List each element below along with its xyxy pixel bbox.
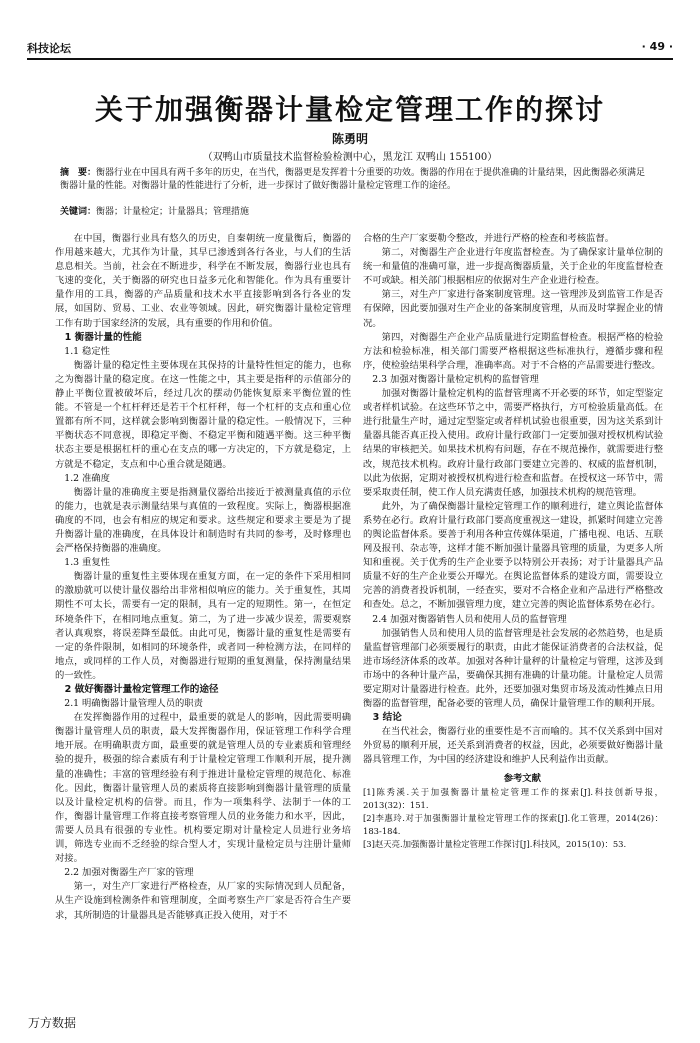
author-name: 陈勇明 xyxy=(331,132,368,146)
keywords xyxy=(60,204,648,217)
page-number: · 49 · xyxy=(641,40,673,53)
header-rule xyxy=(27,58,673,60)
body-paragraph: 第一，对生产厂家进行严格检查，从厂家的实际情况到人员配备，从生产设施到检测条件和管理制度，全面考察生产厂家是否符合生产要求，其所制造的计量器具是否能够真正投入使用，对于不 xyxy=(55,881,351,921)
abstract xyxy=(60,167,648,193)
subsection-heading: 2.4 加强对衡器销售人员和使用人员的监督管理 xyxy=(372,613,567,625)
body-paragraph: 衡器计量的重复性主要体现在重复方面，在一定的条件下采用相同的激励就可以使计量仪器给出非常相似响应的能力。关于重复性，其周期性不可太长，需要有一定的限制，具有一定的短期性。第一，在恒定环境条件下，在相同地点重复。第二，为了进一步减少误差，需要观察者认真观察，将误差降至最低。由此可见，衡器计量的重复性是需要有一定的条件限制，如相同的环境条件，或者同一种检测方法，在同样的地点，或同样的工作人员，对衡器进行短期的重复测量，保持测量结果的一致性。 xyxy=(55,571,351,681)
section-heading: 2 做好衡器计量检定管理工作的途径 xyxy=(64,684,219,695)
abstract-text: 衡器行业在中国具有两千多年的历史，在当代，衡器更是发挥着十分重要的功效。衡器的作用在于提供准确的计量结果，因此衡器必须满足衡器计量的性能。对衡器计量的性能进行了分析，进一步探讨了做好衡器计量检定管理工作的途径。 xyxy=(60,168,646,191)
body-paragraph: 第三，对生产厂家进行备案制度管理。这一管理涉及到监管工作是否有保障，因此要加强对生产企业的备案制度管理，从而及时掌握企业的情况。 xyxy=(363,289,663,329)
references-heading: 参考文献 xyxy=(503,772,541,784)
article-title: 关于加强衡器计量检定管理工作的探讨 xyxy=(94,93,605,126)
body-paragraph: 在中国，衡器行业具有悠久的历史，自秦朝统一度量衡后，衡器的作用越来越大，尤其作为计量，其早已渗透到各行各业，与人们的生活息息相关。当前，社会在不断进步，科学在不断发展，衡器行业也具有飞速的变化，关于衡器的研究也日益多元化和智能化。作为具有重要计量作用的工具，衡器的产品质量和技术水平直接影响到各行各业的发展，如国防、贸易、工业、农业等领域。因此，研究衡器计量检定管理工作有助于国家经济的发展，具有重要的作用和价值。 xyxy=(55,233,351,329)
journal-name: 科技论坛 xyxy=(27,42,71,55)
body-paragraph: 在发挥衡器作用的过程中，最重要的就是人的影响，因此需要明确衡器计量管理人员的职责，最大发挥衡器作用，保证管理工作科学合理地开展。在明确职责方面，最重要的就是管理人员的专业素质和管理经验的提升，极强的综合素质有利于计量检定管理工作顺利开展，提升测量的准确性；丰富的管理经验有利于推进计量检定管理的规范化、标准化。因此，衡器计量管理人员的素质将直接影响到衡器计量管理的质量以及计量检定机构的信誉。而且，作为一项集科学、法制于一体的工作，衡器计量管理工作将直接考察管理人员的业务能力和水平，因此，需要人员具有很强的专业性。机构要定期对计量检定人员进行业务培训，筛选专业而不乏经验的综合型人才，实现计量检定员与注册计量师对接。 xyxy=(55,712,351,865)
reference-item: [2]李惠玲.对于加强衡器计量检定管理工作的探索[J].化工管理，2014(26)：183-184. xyxy=(363,812,663,836)
author-affiliation: （双鸭山市质量技术监督检验检测中心，黑龙江 双鸭山 155100） xyxy=(202,152,498,163)
subsection-heading: 2.1 明确衡器计量管理人员的职责 xyxy=(64,698,203,710)
body-paragraph: 衡器计量的准确度主要是指测量仪器给出接近于被测量真值的示位的能力，也就是表示测量结果与真值的一致程度。实际上，衡器根据准确度的不同，也会有相应的规定和要求。这些规定和要求主要是为了提升衡器计量的准确度，在具体设计和制造时有共同的参考，及时修理也会严格保持衡器的准确度。 xyxy=(55,486,351,555)
body-paragraph: 第四，对衡器生产企业产品质量进行定期监督检查。根据严格的检验方法和检验标准，相关部门需要严格根据这些标准执行，遵循步骤和程序，使检验结果科学合理，准确率高。对于不合格的产品需要进行整改。 xyxy=(363,331,663,371)
subsection-heading: 2.3 加强对衡器计量检定机构的监督管理 xyxy=(372,373,539,385)
body-column-right xyxy=(363,232,663,851)
body-paragraph: 在当代社会，衡器行业的重要性是不言而喻的。其不仅关系到中国对外贸易的顺利开展，还关系到消费者的权益，因此，必须要做好衡器计量器具管理工作，为中国的经济建设和维护人民利益作出贡献。 xyxy=(363,726,663,766)
subsection-heading: 1.1 稳定性 xyxy=(64,345,110,357)
subsection-heading: 2.2 加强对衡器生产厂家的管理 xyxy=(64,867,194,879)
reference-item: [1]陈秀溪.关于加强衡器计量检定管理工作的探索[J].科技创新导报，2013(32)：151. xyxy=(363,786,663,810)
body-paragraph: 第二，对衡器生产企业进行年度监督检查。为了确保家计量单位制的统一和量值的准确可靠，进一步提高衡器质量，关于企业的年度监督检查不可或缺。相关部门根据相应的依据对生产企业进行检查。 xyxy=(363,247,663,287)
body-paragraph: 此外，为了确保衡器计量检定管理工作的顺利进行，建立舆论监督体系势在必行。政府计量行政部门要高度重视这一建设，抓紧时间建立完善的舆论监督体系。要善于利用各种宣传媒体渠道，广播电视、电话、互联网及报刊、杂志等，这样才能不断加强计量器具管理的质量，为更多人所知和重视。关于优秀的生产企业要予以特别公开表扬；对于计量器具产品质量不好的生产企业要公开曝光。在舆论监督体系的建设方面，需要设立完善的消费者投诉机制，一经查实，要对不合格企业和产品进行严格整改和查处。总之，不断加强管理力度，建立完善的舆论监督体系势在必行。 xyxy=(363,500,663,611)
footer-watermark: 万方数据 xyxy=(28,1016,77,1030)
body-column-left xyxy=(55,232,351,923)
body-paragraph: 衡器计量的稳定性主要体现在其保持的计量特性恒定的能力，也称之为衡器计量的稳定度。在这一性能之中，其主要是指秤的示值部分的静止平衡位置被破坏后，经过几次的摆动仍能恢复原来平衡位置的性能。不管是一个杠杆秤还是若干个杠杆秤，每一个杠杆的支点和重心位置都有所不同，这样就会影响到衡器计量的稳定性。一般情况下，三种平衡状态不同意视，即稳定平衡、不稳定平衡和随遇平衡。这三种平衡状态主要是根据杠杆的重心在支点的哪一方决定的，下方就是稳定，上方就是不稳定，支点和中心重合就是随遇。 xyxy=(55,359,351,470)
section-heading: 3 结论 xyxy=(372,712,402,724)
subsection-heading: 1.3 重复性 xyxy=(64,557,110,569)
body-paragraph: 合格的生产厂家要勒令整改，并进行严格的检查和考核监督。 xyxy=(363,233,615,244)
body-paragraph: 加强销售人员和使用人员的监督管理是社会发展的必然趋势，也是质量监督管理部门必须要履行的职责，由此才能保证消费者的合法权益，促进市场经济体系的改革。加强对各种计量秤的计量检定与管理，这涉及到市场中的各种计量产品，要确保其拥有准确的计量功能。计量检定人员需要定期对计量器进行检查。此外，还要加强对集贸市场及流动性摊点日用衡器的监督管理，配备必要的管理人员，确保计量管理工作的顺利开展。 xyxy=(363,627,663,710)
abstract-label: 摘 要： xyxy=(60,168,97,178)
keywords-text: 衡器；计量检定；计量器具；管理措施 xyxy=(96,207,250,217)
keywords-label: 关键词： xyxy=(60,207,97,217)
section-heading: 1 衡器计量的性能 xyxy=(64,331,142,343)
running-header xyxy=(27,38,673,56)
reference-item: [3]赵天亮.加强衡器计量检定管理工作探讨[J].科技风，2015(10)：53. xyxy=(363,838,627,849)
subsection-heading: 1.2 准确度 xyxy=(64,472,110,484)
body-paragraph: 加强对衡器计量检定机构的监督管理离不开必要的环节，如定型鉴定或者样机试验。在这些环节之中，需要严格执行，方可检验质量高低。在进行批量生产时，通过定型鉴定或者样机试验也很重要，因为这关系到计量器具能否真正投入使用。政府计量行政部门一定要加强对授权机构试验结果的审核把关。如果技术机构有问题，存在不规范操作，就需要进行整改，规范技术机构。政府计量行政部门要建立完善的、权威的监督机制，以此为依据，定期对被授权机构进行检查和监督。在授权这一环节中，需要采取责任制，使工作人员充满责任感，加强技术机构的规范管理。 xyxy=(363,388,663,498)
